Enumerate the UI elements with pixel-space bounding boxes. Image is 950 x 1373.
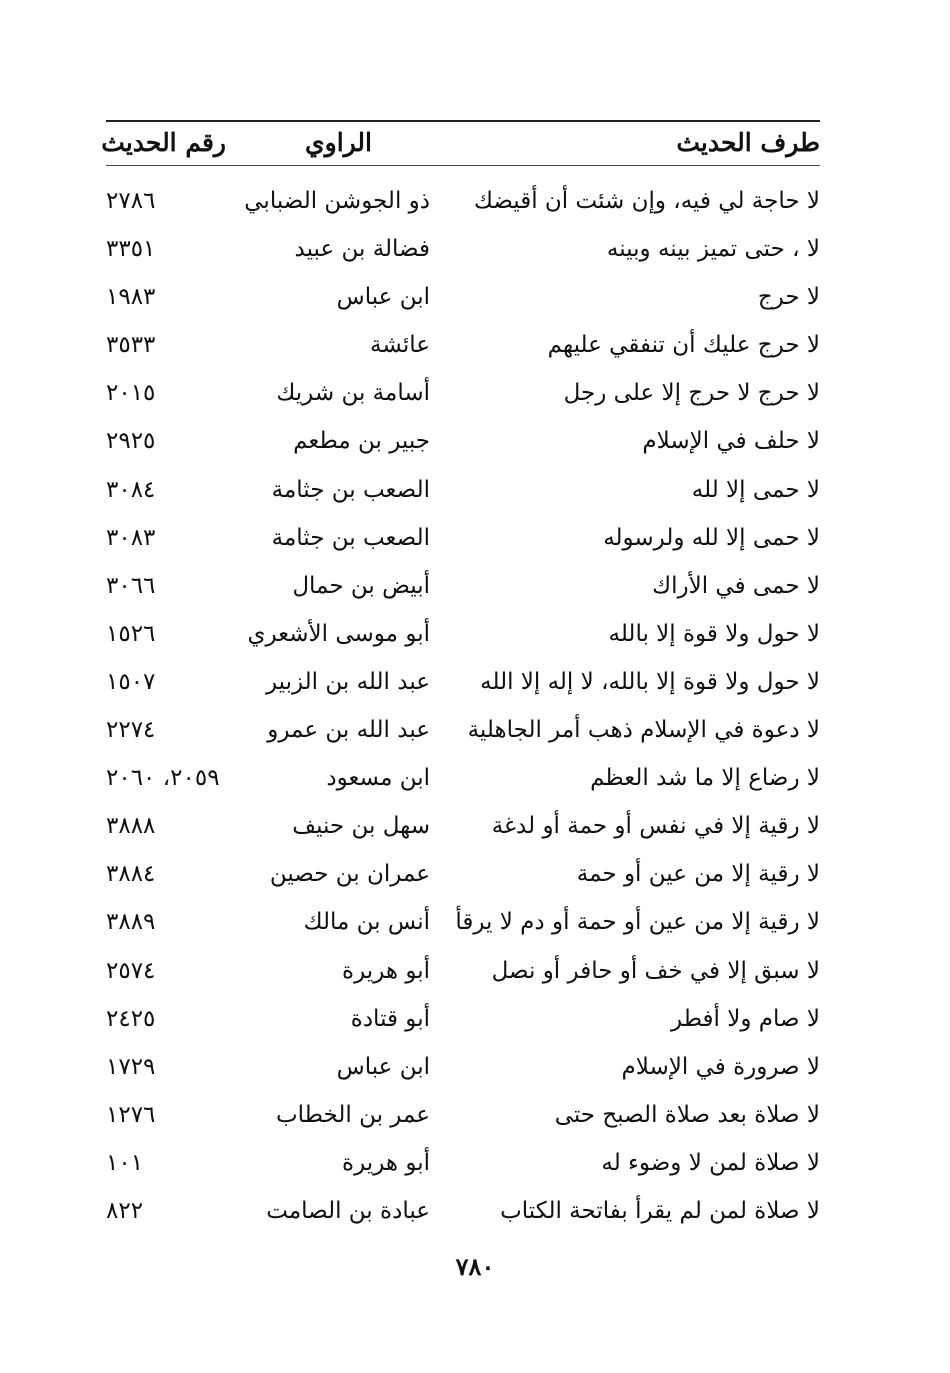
table-header: [101, 124, 820, 164]
table-row: [106, 851, 820, 899]
number-cell: ٢٠١٥: [106, 380, 156, 407]
narrator-cell: عبادة بن الصامت: [266, 1197, 430, 1224]
hadith-cell: لا حرج عليك أن تنفقي عليهم: [547, 332, 820, 359]
number-cell: ٢٢٧٤: [106, 717, 156, 744]
narrator-cell: ابن مسعود: [326, 765, 430, 792]
narrator-cell: سهل بن حنيف: [292, 813, 430, 840]
number-cell: ٣٠٨٤: [106, 476, 156, 503]
top-rule: [106, 120, 820, 122]
number-cell: ٢٥٧٤: [106, 957, 156, 984]
narrator-cell: أنس بن مالك: [303, 909, 430, 936]
number-cell: ٢٤٢٥: [106, 1005, 156, 1032]
number-cell: ١٠١: [106, 1149, 144, 1176]
narrator-cell: أبو هريرة: [342, 957, 430, 984]
narrator-cell: فضالة بن عبيد: [294, 236, 430, 263]
table-row: [106, 322, 820, 370]
number-cell: ١٢٧٦: [106, 1101, 156, 1128]
hadith-cell: لا حمى في الأراك: [652, 572, 820, 599]
hadith-cell: لا صلاة لمن لم يقرأ بفاتحة الكتاب: [500, 1197, 820, 1224]
table-row: [106, 418, 820, 466]
table-row: [106, 1092, 820, 1140]
table-row: [106, 1044, 820, 1092]
hadith-cell: لا حرج: [757, 284, 820, 311]
narrator-cell: أبو موسى الأشعري: [247, 620, 430, 647]
narrator-cell: عمران بن حصين: [269, 861, 430, 888]
number-cell: ١٧٢٩: [106, 1053, 156, 1080]
header-hadith: طرف الحديث: [676, 128, 820, 157]
narrator-cell: ابن عباس: [336, 1053, 430, 1080]
hadith-cell: لا حرج لا حرج إلا على رجل: [563, 380, 820, 407]
number-cell: ٢٧٨٦: [106, 188, 156, 214]
number-cell: ٨٢٢: [106, 1197, 144, 1224]
hadith-cell: لا رضاع إلا ما شد العظم: [590, 765, 820, 792]
narrator-cell: عبد الله بن عمرو: [267, 717, 430, 744]
number-cell: ٣٨٨٨: [106, 813, 156, 840]
hadith-cell: لا ، حتى تميز بينه وبينه: [606, 236, 820, 263]
hadith-cell: لا صلاة لمن لا وضوء له: [601, 1149, 820, 1176]
number-cell: ١٥٢٦: [106, 620, 156, 647]
table-row: [106, 515, 820, 563]
hadith-cell: لا صلاة بعد صلاة الصبح حتى: [554, 1101, 820, 1128]
number-cell: ٣٠٨٣: [106, 524, 156, 551]
hadith-cell: لا رقية إلا من عين أو حمة: [576, 861, 820, 888]
number-cell: ٣٣٥١: [106, 236, 156, 263]
header-number: رقم الحديث: [101, 128, 226, 157]
hadith-cell: لا رقية إلا من عين أو حمة أو دم لا يرقأ: [455, 909, 820, 936]
table-row: [106, 707, 820, 755]
number-cell: ٣٠٦٦: [106, 572, 156, 599]
hadith-cell: لا صرورة في الإسلام: [621, 1053, 820, 1080]
narrator-cell: عبد الله بن الزبير: [265, 668, 430, 695]
header-narrator: الراوي: [305, 128, 372, 157]
narrator-cell: أبيض بن حمال: [292, 572, 430, 599]
table-row: [106, 370, 820, 418]
narrator-cell: عائشة: [370, 332, 430, 359]
hadith-cell: لا حول ولا قوة إلا بالله، لا إله إلا الله: [480, 668, 820, 695]
page-number: ٧٨٠: [455, 1252, 495, 1281]
hadith-cell: لا دعوة في الإسلام ذهب أمر الجاهلية: [467, 717, 820, 744]
number-cell: ١٩٨٣: [106, 284, 156, 311]
hadith-cell: لا صام ولا أفطر: [671, 1005, 820, 1032]
number-cell: ٣٨٨٤: [106, 861, 156, 888]
number-cell: ١٥٠٧: [106, 668, 156, 695]
number-cell: ٢٩٢٥: [106, 428, 156, 455]
table-row: [106, 899, 820, 947]
narrator-cell: أبو هريرة: [342, 1149, 430, 1176]
hadith-cell: لا سبق إلا في خف أو حافر أو نصل: [491, 957, 820, 984]
hadith-cell: لا حمى إلا لله: [691, 476, 820, 503]
header-rule: [106, 165, 820, 166]
table-row: [106, 659, 820, 707]
hadith-cell: لا حلف في الإسلام: [642, 428, 820, 455]
table-row: [106, 948, 820, 996]
hadith-cell: لا رقية إلا في نفس أو حمة أو لدغة: [491, 813, 820, 840]
table-row: [106, 803, 820, 851]
number-cell: ٣٥٣٣: [106, 332, 156, 359]
narrator-cell: الصعب بن جثامة: [271, 476, 430, 503]
narrator-cell: ابن عباس: [336, 284, 430, 311]
table-body: [106, 178, 820, 1236]
table-row: [106, 996, 820, 1044]
table-row: [106, 1140, 820, 1188]
narrator-cell: الصعب بن جثامة: [271, 524, 430, 551]
hadith-cell: لا حاجة لي فيه، وإن شئت أن أقيضك: [473, 188, 820, 214]
narrator-cell: جبير بن مطعم: [293, 428, 430, 455]
table-row: [106, 563, 820, 611]
narrator-cell: أبو قتادة: [350, 1005, 430, 1032]
narrator-cell: ذو الجوشن الضبابي: [244, 188, 430, 214]
narrator-cell: عمر بن الخطاب: [275, 1101, 430, 1128]
table-row: [106, 226, 820, 274]
table-row: [106, 1188, 820, 1236]
hadith-cell: لا حمى إلا لله ولرسوله: [603, 524, 820, 551]
number-cell: ٣٨٨٩: [106, 909, 156, 936]
table-row: [106, 178, 820, 226]
hadith-cell: لا حول ولا قوة إلا بالله: [608, 620, 820, 647]
number-cell: ٢٠٥٩، ٢٠٦٠: [106, 765, 220, 792]
narrator-cell: أسامة بن شريك: [276, 380, 430, 407]
table-row: [106, 467, 820, 515]
table-row: [106, 611, 820, 659]
table-row: [106, 755, 820, 803]
table-row: [106, 274, 820, 322]
